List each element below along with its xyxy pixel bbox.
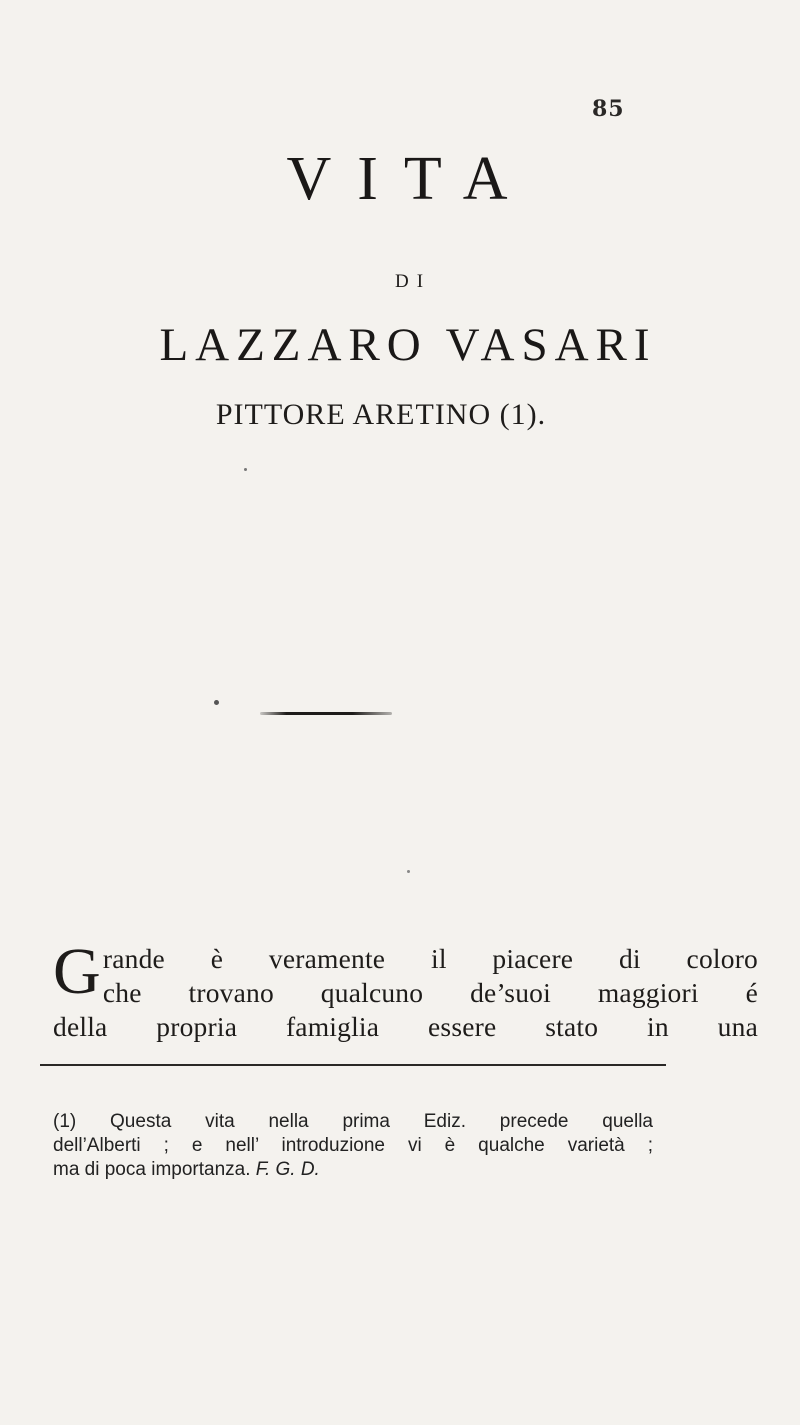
paper-speck [244,468,247,471]
body-line-1: rande è veramente il piacere di coloro [102,943,758,974]
paper-speck [407,870,410,873]
title-name: LAZZARO VASARI [159,319,657,371]
footnote-divider [40,1064,666,1066]
ornamental-rule [260,712,392,715]
drop-cap: G [53,935,101,1008]
body-line-2: che trovano qualcuno de’suoi maggiori é [102,977,758,1008]
body-line-3: della propria famiglia essere stato in una [53,1011,758,1042]
title-subtitle: PITTORE ARETINO (1). [215,398,547,431]
body-text [53,935,758,1044]
paper-speck [214,700,219,705]
footnote-line-2: dell’Alberti ; e nell’ introduzione vi è qualche varietà ; [53,1135,653,1156]
footnote-signature: F. G. D. [255,1159,320,1180]
title-vita: VITA [286,145,534,213]
title-di: DI [394,271,432,292]
footnote-line-3 [53,1158,653,1182]
footnote-line-3-text: ma di poca importanza. [53,1159,251,1180]
footnote [53,1110,653,1182]
footnote-line-1: (1) Questa vita nella prima Ediz. precede quella [53,1111,653,1132]
page-number: 85 [592,96,625,122]
